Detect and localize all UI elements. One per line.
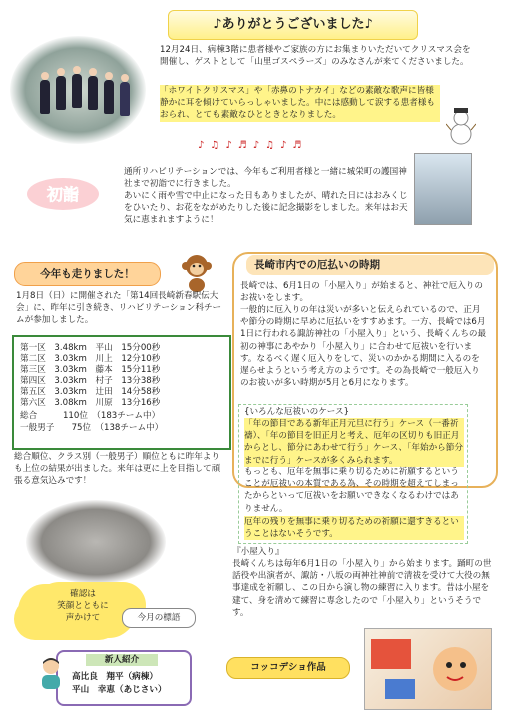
yakubarai-paragraph-2: 一般的に厄入りの年は災いが多いと伝えられているので、正月や節分の時期に早めに厄払いをすすめます。一方、長崎では6月1日に行われる諏訪神社の「小屋入り」という、長崎くんちの最初の神事にあやかり「小屋入り」に合わせて厄祓いを行います。なるべく遅く厄入りをして、災いのかかる期間に入るのを遅らせようという考え方のようです。その為長崎で一般厄入りのお祓いが多い時期が5月と6月になります。 bbox=[240, 305, 487, 389]
shrine-photo bbox=[414, 153, 472, 225]
svg-text:初詣: 初詣 bbox=[46, 185, 80, 204]
christmas-heading: ♪ありがとうございました♪ bbox=[168, 10, 418, 40]
music-notes-decoration: ♪♫♪♬♪♫♪♬ bbox=[198, 140, 308, 151]
relay-results-box bbox=[12, 335, 231, 450]
running-heading: 今年も走りました！ bbox=[14, 262, 161, 286]
cases-text: 「年の節目である新年正月元旦に行う」ケース（一番祈禱）、「年の節目を旧正月と考え、厄年の区切りも旧正月からとし、節分にあわせて行う」ケース、「年始から節分までに行う」ケースが多くみられます。 bbox=[244, 419, 463, 466]
newcomer-line-2: 平山 幸恵（あじさい） bbox=[72, 685, 167, 695]
runners-photo bbox=[26, 500, 166, 584]
koyairi-text: 長崎くんちは毎年6月1日の「小屋入り」から始まります。踊町の世話役や出演者が、諏訪・八坂の両神社神前で清祓を受けて大役の無事達成を祈願し、この日から演し物の練習に入ります。昔は小屋を建て、身を清めて練習に専念したので「小屋入り」というそうです。 bbox=[232, 559, 492, 618]
result-row: 第一区 3.48km 平山 15分00秒 bbox=[20, 343, 161, 353]
monkey-icon bbox=[180, 252, 214, 292]
class-rank: 一般男子 75位 （138チーム中） bbox=[20, 423, 164, 433]
kokkodesho-heading: コッコデショ作品 bbox=[226, 657, 350, 679]
hatsumoude-paragraph-1: 通所リハビリテーションでは、今年もご利用者様と一緒に城栄町の護国神社まで初詣でに行きました。 bbox=[124, 167, 407, 190]
koyairi-heading: 『小屋入り』 bbox=[232, 547, 284, 557]
snowman-icon bbox=[446, 106, 476, 146]
yakubarai-heading: 長崎市内での厄払いの時期 bbox=[246, 255, 494, 275]
hatsumoude-paragraph-2: あいにく雨や雪で中止になった日もありましたが、晴れた日にはおみくじをひいたり、お花をながめたりした後に記念撮影をしました。来年はお天気に恵まれますように！ bbox=[124, 191, 408, 226]
result-row: 第四区 3.03km 村子 13分38秒 bbox=[20, 376, 161, 386]
yakubarai-paragraph-3b: 厄年の残りを無事に乗り切るための祈願に還すきるということはないそうです。 bbox=[244, 516, 464, 540]
yakubarai-paragraph-3: もっとも、厄年を無事に乗り切るために祈願するということが厄祓いの本質である為、その時期を超えてしまったからといって厄祓いをお願いできなくなるわけではありません。 bbox=[244, 467, 459, 514]
kokkodesho-artwork bbox=[364, 628, 492, 710]
result-row: 第三区 3.03km 藤本 15分11秒 bbox=[20, 365, 161, 375]
christmas-paragraph-2: 「ホワイトクリスマス」や「赤鼻のトナカイ」などの素敵な歌声に皆様静かに耳を傾けていらっしゃいました。中には感動して涙する患者様もおられ、とても素敵なひとときとなりました。 bbox=[160, 85, 440, 122]
result-row: 第六区 3.08km 川原 13分16秒 bbox=[20, 398, 161, 408]
overall-rank: 総合 110位 （183チーム中） bbox=[20, 411, 161, 421]
hatsumoude-logo bbox=[26, 176, 100, 212]
running-paragraph-1: 1月8日（日）に開催された「第14回長崎新春駅伝大会」に、昨年に引き続き、リハビリテーション科チームが参加しました。 bbox=[16, 291, 222, 326]
newcomer-heading: 新人紹介 bbox=[86, 654, 158, 666]
running-paragraph-2: 総合順位、クラス別（一般男子）順位ともに昨年よりも上位の結果が出ました。来年は更に上を目指して頑張る意気込みです！ bbox=[14, 452, 221, 487]
result-row: 第二区 3.03km 川上 12分10秒 bbox=[20, 354, 161, 364]
motto-text: 確認は 笑顔とともに 声かけて bbox=[57, 589, 109, 623]
result-row: 第五区 3.03km 辻田 14分58秒 bbox=[20, 387, 161, 397]
yakubarai-paragraph-1: 長崎では、6月1日の「小屋入り」が始まると、神社で厄入りのお祓いをします。 bbox=[240, 281, 483, 304]
christmas-paragraph-1: 12月24日、病棟3階に患者様やご家族の方にお集まりいただいてクリスマス会を開催し、ゲストとして「山里ゴスペラーズ」のみなさんが来てくださいました。 bbox=[160, 45, 471, 68]
person-icon bbox=[38, 656, 64, 690]
motto-label: 今月の標語 bbox=[122, 608, 196, 628]
newcomer-line-1: 高比良 翔平（病棟） bbox=[72, 672, 158, 682]
choir-photo bbox=[10, 36, 146, 144]
cases-heading: {いろんな厄祓いのケース} bbox=[244, 407, 350, 417]
